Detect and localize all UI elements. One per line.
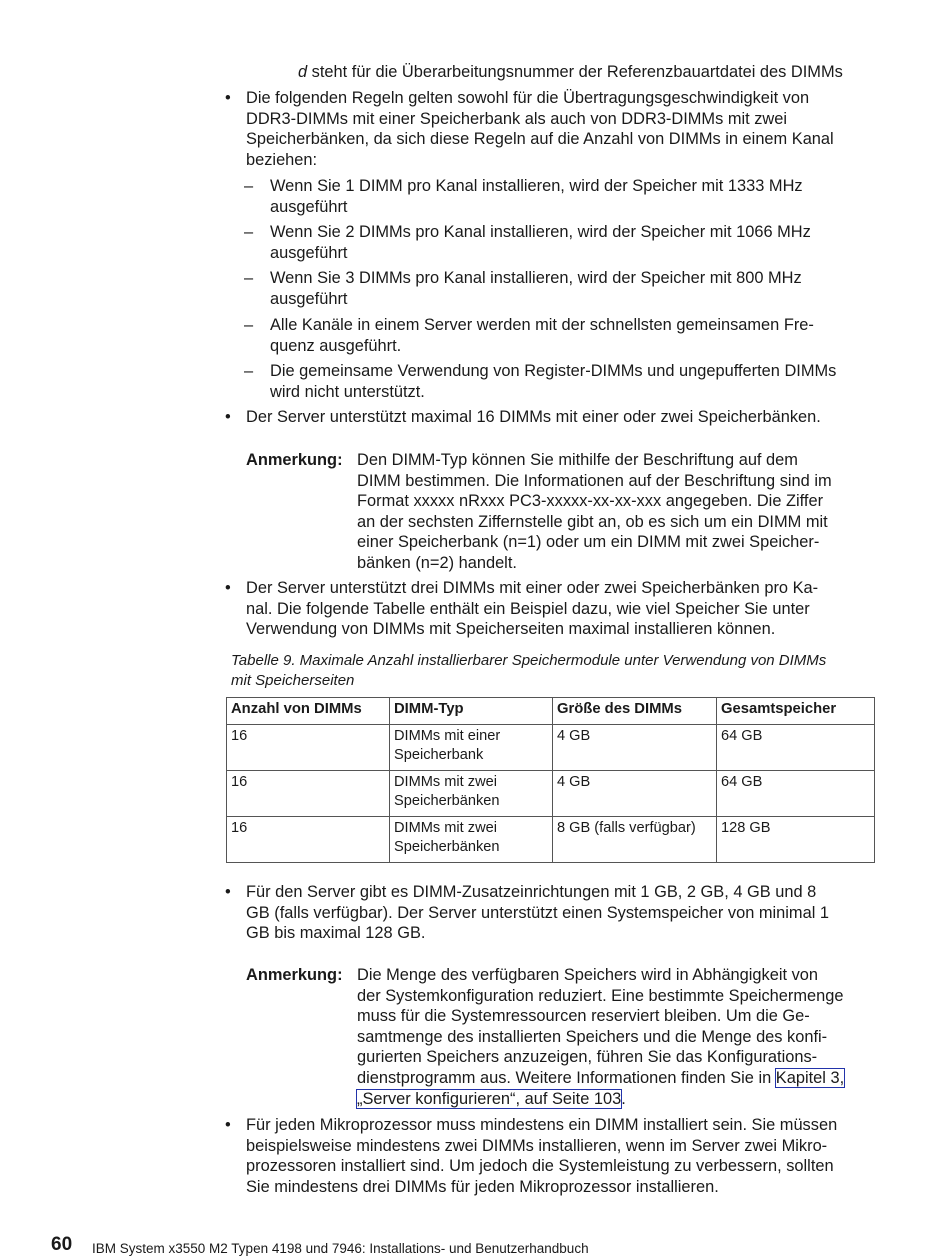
text-line: beispielsweise mindestens zwei DIMMs installieren, wenn im Server zwei Mikro- (246, 1136, 828, 1155)
text-line: ausgeführt (270, 243, 348, 262)
cell-line: DIMMs mit zwei (394, 774, 497, 790)
table-cell: 16 (227, 817, 390, 863)
text-line: Wenn Sie 3 DIMMs pro Kanal installieren, wird der Speicher mit 800 MHz (270, 269, 802, 287)
chapter-3-link-continued[interactable]: „Server konfigurieren“, auf Seite 103 (357, 1089, 622, 1108)
subitem-mixed (270, 361, 836, 402)
text-line: Sie mindestens drei DIMMs für jeden Mikroprozessor installieren. (246, 1177, 719, 1196)
text-line: muss für die Systemressourcen reserviert bleiben. Um die Ge- (357, 1007, 810, 1026)
text-line: nal. Die folgende Tabelle enthält ein Beispiel dazu, wie viel Speicher Sie unter (246, 599, 810, 618)
text-line: GB (falls verfügbar). Der Server unterstützt einen Systemspeicher von minimal 1 (246, 903, 830, 922)
text-line: Wenn Sie 1 DIMM pro Kanal installieren, wird der Speicher mit 1333 MHz (270, 177, 803, 195)
cell-line: Speicherbänken (394, 793, 500, 809)
text-line: Die gemeinsame Verwendung von Register-DIMMs und ungepufferten DIMMs (270, 362, 837, 380)
subitem-channels (270, 315, 814, 356)
bullet-dimm-options (246, 882, 829, 944)
memory-table (226, 697, 875, 863)
header-cell: Gesamtspeicher (717, 698, 875, 725)
table-header-row (227, 698, 875, 725)
bullet-marker: • (225, 579, 231, 597)
table-cell: 16 (227, 771, 390, 817)
text-line: samtmenge des installierten Speichers und die Menge des konfi- (357, 1027, 828, 1046)
text-line: Die Menge des verfügbaren Speichers wird in Abhängigkeit von (357, 966, 819, 984)
text-line: Verwendung von DIMMs mit Speicherseiten maximal installieren können. (246, 620, 776, 639)
note-label: Anmerkung: (246, 451, 343, 469)
table-cell: 64 GB (717, 725, 875, 771)
note-memory-reduction (357, 965, 877, 1109)
bullet-max-dimms: Der Server unterstützt maximal 16 DIMMs mit einer oder zwei Speicherbänken. (246, 408, 821, 426)
table-cell: 8 GB (falls verfügbar) (553, 817, 717, 863)
chapter-3-link[interactable]: Kapitel 3, (775, 1068, 845, 1087)
table-row (227, 725, 875, 771)
intro-line (298, 62, 843, 83)
bullet-marker: • (225, 1116, 231, 1134)
table-cell (390, 817, 553, 863)
footer-title: IBM System x3550 M2 Typen 4198 und 7946: Installations- und Benutzerhandbuch (92, 1241, 589, 1256)
cell-line: DIMMs mit zwei (394, 820, 497, 836)
table-cell (390, 771, 553, 817)
text-line: Den DIMM-Typ können Sie mithilfe der Beschriftung auf dem (357, 451, 798, 469)
table-cell: 128 GB (717, 817, 875, 863)
table-cell: 4 GB (553, 771, 717, 817)
text-line: Die folgenden Regeln gelten sowohl für die Übertragungsgeschwindigkeit von (246, 89, 810, 107)
text-fragment: dienstprogramm aus. Weitere Informationen finden Sie in (357, 1068, 776, 1087)
text-line: DIMM bestimmen. Die Informationen auf der Beschriftung sind im (357, 471, 832, 490)
table-caption (231, 651, 871, 691)
text-line: Alle Kanäle in einem Server werden mit der schnellsten gemeinsamen Fre- (270, 316, 814, 334)
text-line: beziehen: (246, 150, 318, 169)
bullet-rules-text (246, 88, 834, 170)
text-line: ausgeführt (270, 197, 348, 216)
intro-variable: d (298, 63, 308, 81)
subitem-3-dimms (270, 268, 802, 309)
text-line: Der Server unterstützt drei DIMMs mit einer oder zwei Speicherbänken pro Ka- (246, 579, 819, 597)
caption-line: mit Speicherseiten (231, 672, 355, 689)
table-row (227, 817, 875, 863)
header-cell: DIMM-Typ (390, 698, 553, 725)
text-fragment: . (621, 1089, 626, 1108)
text-line: Format xxxxx nRxxx PC3-xxxxx-xx-xx-xxx angegeben. Die Ziffer (357, 492, 824, 511)
text-line (357, 1068, 877, 1089)
subitem-2-dimms (270, 222, 811, 263)
text-line: einer Speicherbank (n=1) oder um ein DIMM mit zwei Speicher- (357, 533, 820, 552)
text-line: prozessoren installiert sind. Um jedoch die Systemleistung zu verbessern, sollten (246, 1157, 834, 1176)
text-line: Wenn Sie 2 DIMMs pro Kanal installieren, wird der Speicher mit 1066 MHz (270, 223, 811, 241)
text-line: Speicherbänken, da sich diese Regeln auf die Anzahl von DIMMs in einem Kanal (246, 130, 834, 149)
dash-marker: – (244, 223, 254, 241)
dash-marker: – (244, 269, 254, 287)
text-line (357, 1089, 877, 1110)
note-dimm-type (357, 450, 877, 574)
text-line: an der sechsten Ziffernstelle gibt an, ob es sich um ein DIMM mit (357, 512, 828, 531)
text-line: GB bis maximal 128 GB. (246, 924, 426, 943)
caption-line: Tabelle 9. Maximale Anzahl installierbarer Speichermodule unter Verwendung von DIMMs (231, 652, 827, 669)
bullet-marker: • (225, 883, 231, 901)
text-line: ausgeführt (270, 289, 348, 308)
header-cell: Größe des DIMMs (553, 698, 717, 725)
table-cell: 16 (227, 725, 390, 771)
note-label: Anmerkung: (246, 966, 343, 984)
text-line: quenz ausgeführt. (270, 336, 402, 355)
text-line: Für jeden Mikroprozessor muss mindestens ein DIMM installiert sein. Sie müssen (246, 1116, 838, 1134)
cell-line: DIMMs mit einer (394, 728, 501, 744)
bullet-marker: • (225, 89, 231, 107)
table-cell: 4 GB (553, 725, 717, 771)
text-line: gurierten Speichers anzuzeigen, führen Sie das Konfigurations- (357, 1048, 818, 1067)
dash-marker: – (244, 362, 254, 380)
table-cell: 64 GB (717, 771, 875, 817)
bullet-per-processor (246, 1115, 837, 1197)
cell-line: Speicherbänken (394, 839, 500, 855)
dash-marker: – (244, 177, 254, 195)
header-cell: Anzahl von DIMMs (227, 698, 390, 725)
table-cell (390, 725, 553, 771)
bullet-marker: • (225, 408, 231, 426)
text-line: der Systemkonfiguration reduziert. Eine bestimmte Speichermenge (357, 986, 844, 1005)
cell-line: Speicherbank (394, 747, 484, 763)
text-line: DDR3-DIMMs mit einer Speicherbank als auch von DDR3-DIMMs mit zwei (246, 109, 788, 128)
page-number: 60 (51, 1234, 73, 1255)
subitem-1-dimm (270, 176, 803, 217)
bullet-three-dimms (246, 578, 818, 640)
text-line: bänken (n=2) handelt. (357, 553, 517, 572)
text-line: Für den Server gibt es DIMM-Zusatzeinrichtungen mit 1 GB, 2 GB, 4 GB und 8 (246, 883, 817, 901)
dash-marker: – (244, 316, 254, 334)
table-row (227, 771, 875, 817)
text-line: wird nicht unterstützt. (270, 382, 425, 401)
intro-text: steht für die Überarbeitungsnummer der Referenzbauartdatei des DIMMs (307, 63, 843, 81)
